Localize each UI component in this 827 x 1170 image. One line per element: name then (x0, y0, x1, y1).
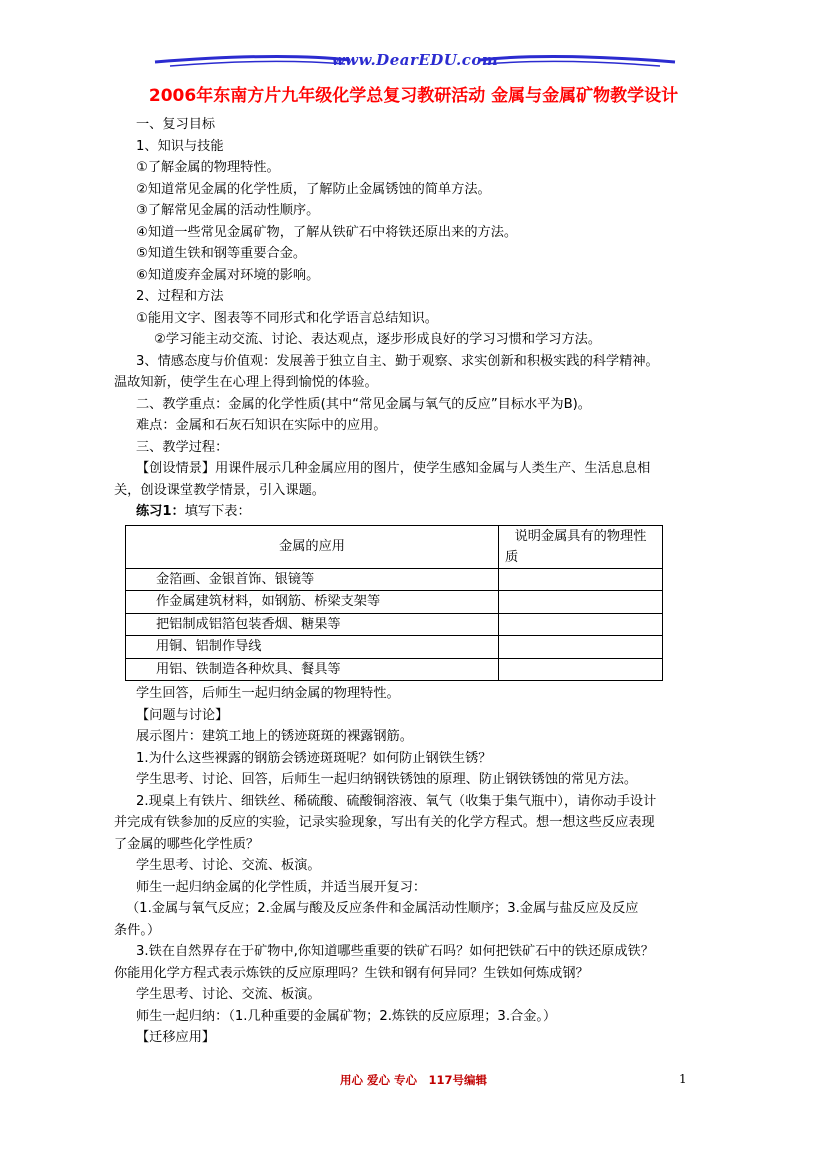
question-line: 并完成有铁参加的反应的实验，记录实验现象，写出有关的化学方程式。想一想这些反应表现 (114, 815, 655, 830)
goal-item: ①了解金属的物理特性。 (136, 160, 280, 175)
table-answer-cell[interactable] (499, 591, 663, 614)
exercise-instruction: 填写下表： (184, 504, 251, 519)
goal-item: ②学习能主动交流、讨论、表达观点，逐步形成良好的学习习惯和学习方法。 (154, 332, 602, 347)
paragraph-line: 3、情感态度与价值观：发展善于独立自主、勤于观察、求实创新和积极实践的科学精神。 (136, 353, 659, 369)
table-row (126, 568, 663, 591)
paragraph-line: 【创设情景】用课件展示几种金属应用的图片，使学生感知金属与人类生产、生活息息相 (136, 461, 651, 476)
table-cell: 用铜、铝制作导线 (126, 636, 499, 659)
page-number: 1 (679, 1072, 687, 1086)
paragraph-line: 学生回答，后师生一起归纳金属的物理特性。 (136, 686, 400, 701)
site-banner (150, 48, 680, 74)
paragraph-line: 关，创设课堂教学情景，引入课题。 (114, 482, 325, 498)
goal-item: ⑤知道生铁和钢等重要合金。 (136, 246, 307, 261)
document-title: 2006年东南方片九年级化学总复习教研活动 金属与金属矿物教学设计 (148, 86, 679, 106)
table-header-cell (499, 525, 663, 568)
paragraph-line: 条件。） (114, 922, 161, 938)
question-line: 3.铁在自然界存在于矿物中,你知道哪些重要的铁矿石吗？如何把铁矿石中的铁还原成铁？ (136, 944, 654, 959)
table-row (126, 613, 663, 636)
goal-item: ③了解常见金属的活动性顺序。 (136, 203, 320, 218)
table-cell: 金箔画、金银首饰、银镜等 (126, 568, 499, 591)
paragraph-line: 学生思考、讨论、交流、板演。 (136, 858, 321, 873)
question-line: 2.现桌上有铁片、细铁丝、稀硫酸、硫酸铜溶液、氧气（收集于集气瓶中），请你动手设计 (136, 793, 657, 809)
paragraph-line: 学生思考、讨论、回答，后师生一起归纳钢铁锈蚀的原理、防止钢铁锈蚀的常见方法。 (136, 772, 638, 787)
table-answer-cell[interactable] (499, 613, 663, 636)
paragraph-line: 师生一起归纳金属的化学性质，并适当展开复习： (136, 879, 427, 895)
table-header-text: 质 (505, 549, 519, 565)
document-body (114, 114, 720, 1049)
section-heading: 一、复习目标 (136, 117, 216, 132)
section-heading: 【问题与讨论】 (136, 707, 229, 723)
paragraph-line: 温故知新，使学生在心理上得到愉悦的体验。 (114, 375, 378, 390)
section-heading: 二、教学重点：金属的化学性质(其中“常见金属与氧气的反应”目标水平为B)。 (136, 396, 591, 412)
question-line: 了金属的哪些化学性质？ (114, 836, 260, 852)
goal-item: ⑥知道废弃金属对环境的影响。 (136, 267, 320, 283)
table-row (126, 636, 663, 659)
section-heading: 三、教学过程： (136, 439, 229, 455)
table-answer-cell[interactable] (499, 568, 663, 591)
table-cell: 用铝、铁制造各种炊具、餐具等 (126, 658, 499, 681)
paragraph-line: （1.金属与氧气反应；2.金属与酸及反应条件和金属活动性顺序；3.金属与盐反应及反应 (126, 901, 639, 916)
footer-motto: 用心 爱心 专心 117号编辑 (339, 1073, 487, 1087)
table-answer-cell[interactable] (499, 658, 663, 681)
subsection-heading: 1、知识与技能 (136, 138, 224, 154)
goal-item: ②知道常见金属的化学性质，了解防止金属锈蚀的简单方法。 (136, 181, 491, 197)
table-cell: 作金属建筑材料，如钢筋、桥梁支架等 (126, 591, 499, 614)
goal-item: ①能用文字、图表等不同形式和化学语言总结知识。 (136, 310, 438, 326)
exercise-label: 练习1： (136, 504, 185, 519)
site-url[interactable]: www.DearEDU.com (331, 51, 499, 69)
paragraph-line: 学生思考、讨论、交流、板演。 (136, 987, 321, 1002)
section-heading: 【迁移应用】 (136, 1030, 216, 1045)
table-header-row (126, 525, 663, 568)
table-row (126, 658, 663, 681)
exercise-heading (114, 501, 720, 523)
table-header-text: 说明金属具有的物理性 (514, 528, 647, 544)
table-answer-cell[interactable] (499, 636, 663, 659)
subsection-heading: 2、过程和方法 (136, 289, 224, 304)
table-header-cell: 金属的应用 (126, 525, 499, 568)
exercise-table (125, 525, 663, 682)
goal-item: ④知道一些常见金属矿物，了解从铁矿石中将铁还原出来的方法。 (136, 224, 518, 240)
paragraph-line: 难点：金属和石灰石知识在实际中的应用。 (136, 418, 387, 433)
question-line: 你能用化学方程式表示炼铁的反应原理吗？生铁和钢有何异同？生铁如何炼成钢？ (114, 965, 589, 981)
table-cell: 把铝制成铝箔包装香烟、糖果等 (126, 613, 499, 636)
paragraph-line: 展示图片：建筑工地上的锈迹斑斑的裸露钢筋。 (136, 729, 413, 744)
paragraph-line: 师生一起归纳：（1.几种重要的金属矿物；2.炼铁的反应原理；3.合金。） (136, 1008, 557, 1024)
table-row (126, 591, 663, 614)
question-line: 1.为什么这些裸露的钢筋会锈迹斑斑呢？如何防止钢铁生锈？ (136, 750, 492, 766)
